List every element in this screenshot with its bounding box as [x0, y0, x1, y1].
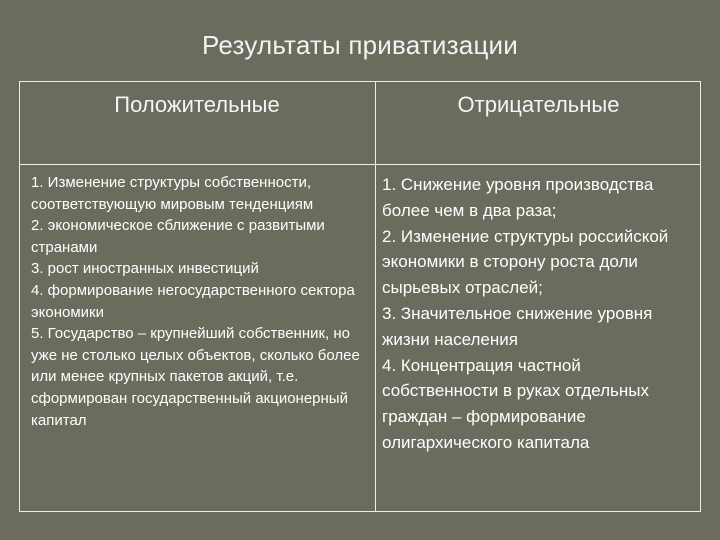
negative-item: 4. Концентрация частной собственности в руках отдельных граждан – формирование олигархического капитала: [382, 355, 650, 452]
negative-header: Отрицательные: [457, 92, 620, 117]
positive-item: 5. Государство – крупнейший собственник, но уже не столько целых объектов, сколько более или менее крупных пакетов акций, т.е. сформирован государственный акционерный капитал: [31, 325, 360, 429]
positive-item: 3. рост иностранных инвестиций: [31, 260, 259, 278]
negative-item: 2. Изменение структуры российской экономики в сторону роста доли сырьевых отраслей;: [382, 226, 669, 298]
slide-title: Результаты приватизации: [202, 30, 518, 60]
negative-item: 3. Значительное снижение уровня жизни населения: [382, 303, 653, 349]
positive-item: 2. экономическое сближение с развитыми странами: [31, 217, 325, 256]
positive-item: 1. Изменение структуры собственности, соответствующую мировым тенденциям: [31, 174, 314, 213]
positive-results-cell: [31, 172, 371, 431]
negative-results-cell: [382, 172, 700, 456]
negative-item: 1. Снижение уровня производства более чем в два раза;: [382, 175, 654, 220]
positive-header: Положительные: [114, 92, 280, 117]
positive-item: 4. формирование негосударственного сектора экономики: [31, 281, 355, 321]
header-row-divider: [19, 164, 701, 165]
column-divider: [375, 81, 376, 512]
